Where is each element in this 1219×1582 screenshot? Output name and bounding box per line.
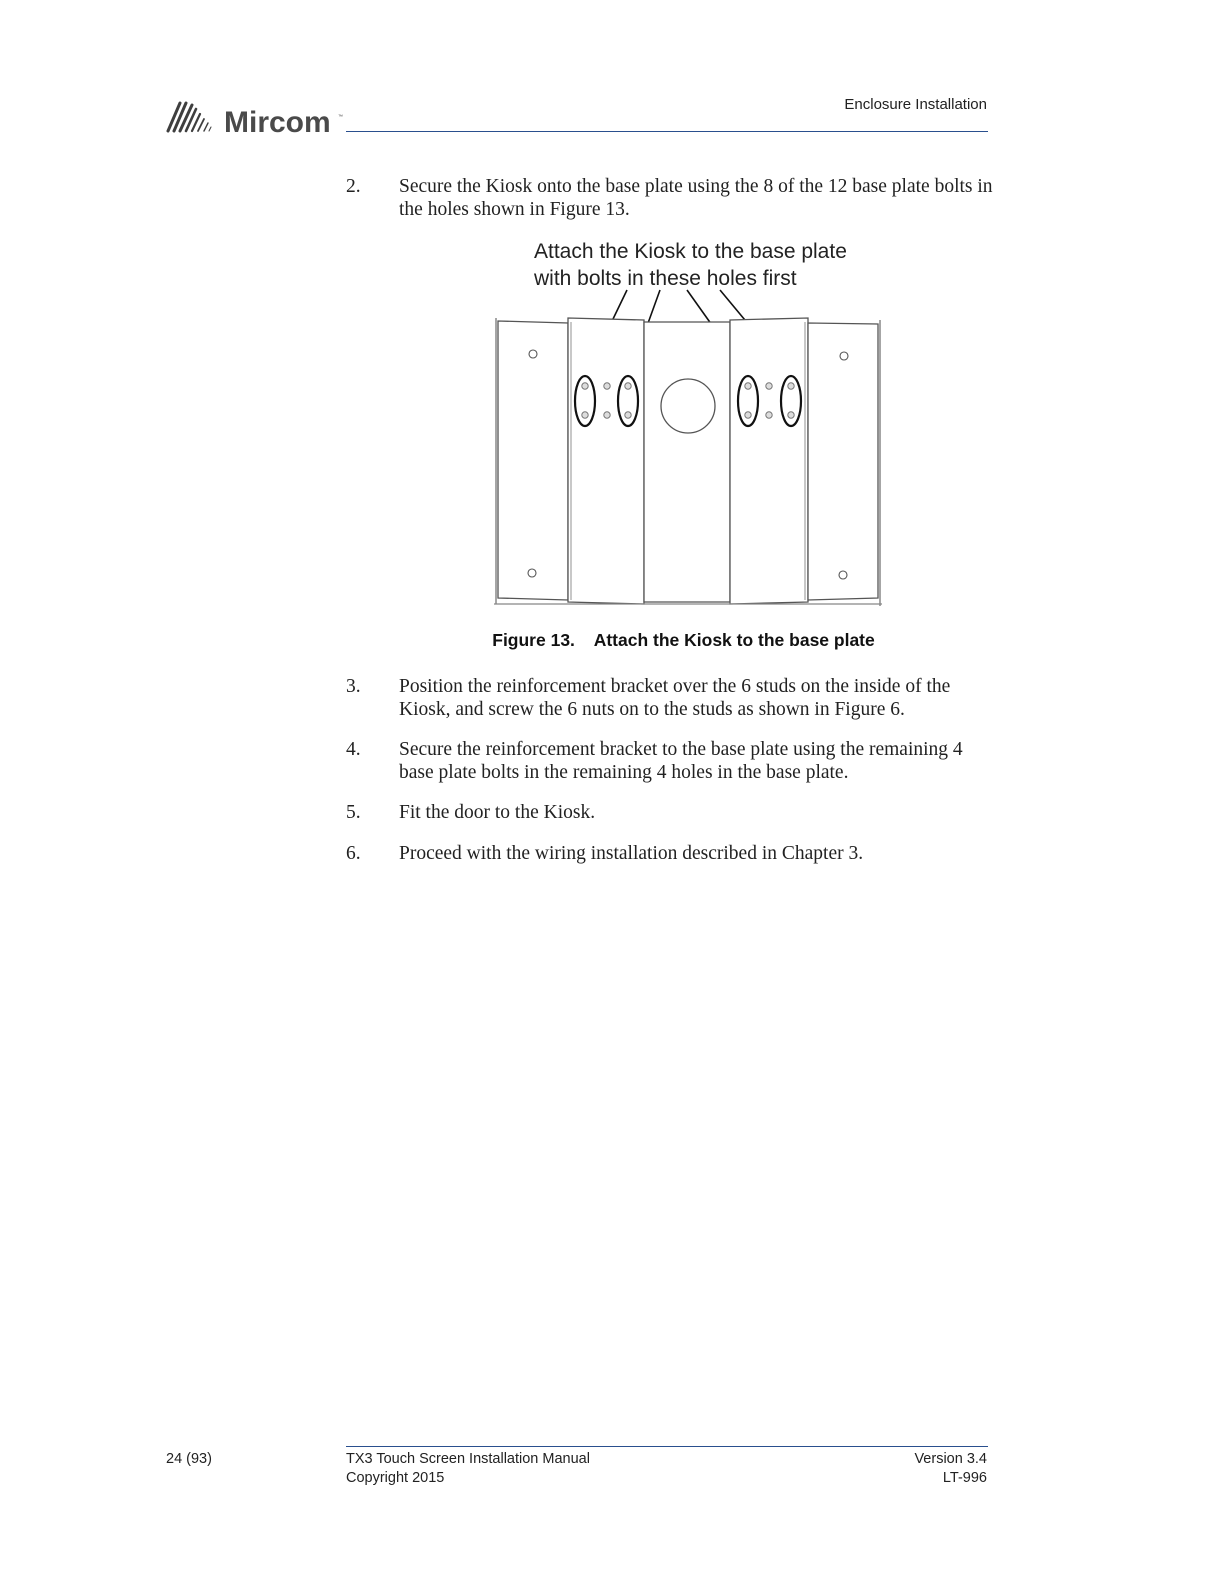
step-number: 3. — [346, 676, 361, 697]
step-6 — [346, 842, 1006, 866]
step-number: 6. — [346, 843, 361, 864]
step-text: Proceed with the wiring installation described in Chapter 3. — [399, 843, 864, 864]
footer-manual-title: TX3 Touch Screen Installation Manual — [346, 1451, 590, 1467]
footer-page-number: 24 (93) — [166, 1451, 212, 1467]
footer-rule — [346, 1446, 988, 1447]
base-plate-figure — [490, 228, 890, 612]
svg-text:™: ™ — [338, 114, 343, 120]
step-text: Fit the door to the Kiosk. — [399, 802, 596, 823]
center-hole — [661, 379, 715, 433]
footer-copyright: Copyright 2015 — [346, 1470, 445, 1486]
step-5 — [346, 801, 1006, 825]
figure-callout-line1: Attach the Kiosk to the base plate — [534, 240, 847, 263]
figure-caption: Figure 13. Attach the Kiosk to the base plate — [492, 630, 875, 650]
step-number: 5. — [346, 802, 361, 823]
mircom-logo — [166, 100, 346, 136]
logo-wordmark: Mircom — [224, 106, 331, 136]
figure-callout-line2: with bolts in these holes first — [534, 267, 797, 290]
logo-mark-icon — [168, 103, 211, 131]
header-rule — [346, 131, 988, 132]
footer-version: Version 3.4 — [914, 1451, 987, 1467]
step-text: Secure the Kiosk onto the base plate using the 8 of the 12 base plate bolts in the holes shown in Figure 13. — [399, 176, 993, 220]
step-number: 2. — [346, 176, 361, 197]
step-4 — [346, 738, 1006, 784]
base-plate-drawing — [494, 318, 882, 606]
footer-doc-code: LT-996 — [942, 1470, 987, 1486]
step-2 — [346, 175, 1006, 221]
step-text: Secure the reinforcement bracket to the base plate using the remaining 4 base plate bolts in the remaining 4 holes in the base plate. — [399, 739, 963, 783]
step-number: 4. — [346, 739, 361, 760]
step-text: Position the reinforcement bracket over the 6 studs on the inside of the Kiosk, and screw the 6 nuts on to the studs as shown in Figure 6. — [399, 676, 951, 720]
section-title: Enclosure Installation — [844, 96, 987, 113]
step-3 — [346, 675, 1006, 721]
